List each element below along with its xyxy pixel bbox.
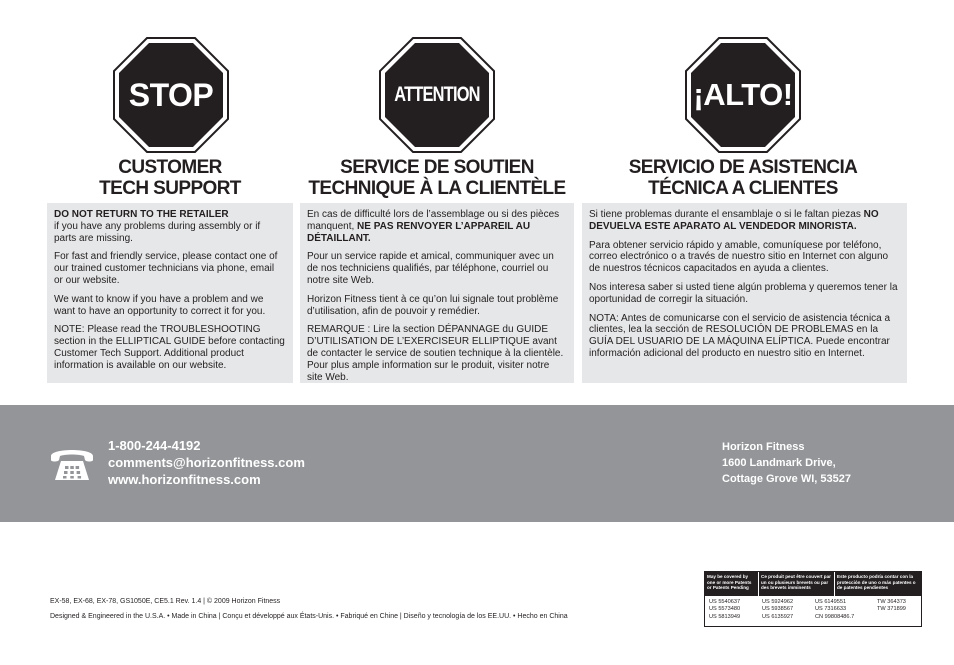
spanish-warning: NO DEVUELVA ESTE APARATO AL VENDEDOR MINORISTA.: [589, 209, 879, 232]
english-paragraph-1: [54, 209, 285, 244]
english-paragraph-1-text: if you have any problems during assembly or if parts are missing.: [54, 220, 261, 244]
patent-number: US 5813949: [709, 613, 741, 620]
spanish-paragraph-4: NOTA: Antes de comunicarse con el servicio de asistencia técnica a clientes, lea la sección de RESOLUCIÓN DE PROBLEMAS en la GUÍA DEL USUARIO DE LA MÁQUINA ELÍPTICA. Puede encontrar información adicional del producto en nuestro sitio en Internet.: [589, 312, 891, 359]
french-paragraph-3: Horizon Fitness tient à ce qu’on lui signale tout problème d’utilisation, afin de pouvoir y remédier.: [307, 293, 559, 317]
french-paragraph-4: REMARQUE : Lire la section DÉPANNAGE du GUIDE D’UTILISATION DE L’EXERCISEUR ELLIPTIQUE avant de contacter le service de soutien technique à la clientèle. Pour plus ample information sur le produit, visiter notre site Web.: [307, 324, 564, 383]
english-paragraph-2: For fast and friendly service, please contact one of our trained customer technicians via phone, email or our website.: [54, 251, 278, 286]
stop-sign-icon: [113, 37, 229, 153]
french-paragraph-1: [307, 209, 566, 244]
panel-french: [300, 203, 574, 383]
panel-spanish: [582, 203, 907, 383]
heading-english-line2: TECH SUPPORT: [99, 178, 241, 199]
patent-column-1: [709, 599, 762, 621]
patent-header-spanish: Este producto podría contar con la protección de uno o más patentes o de patentes pendientes: [837, 574, 916, 591]
french-paragraph-1-text: En cas de difficulté lors de l’assemblage ou si des pièces manquent,: [307, 209, 560, 232]
alto-sign-text: ¡ALTO!: [693, 77, 793, 112]
spanish-paragraph-1: [589, 209, 899, 233]
patent-number: US 5924962: [762, 599, 794, 605]
spanish-paragraph-3: Nos interesa saber si usted tiene algún problema y queremos tener la oportunidad de corregir la situación.: [589, 281, 898, 305]
footer-models: EX-58, EX-68, EX-78, GS1050E, CE5.1 Rev. 1.4 | © 2009 Horizon Fitness: [50, 598, 281, 605]
patent-number: TW 371899: [877, 606, 906, 613]
company-name: Horizon Fitness: [722, 441, 805, 453]
company-address: [722, 439, 851, 487]
footer-made-in: Designed & Engineered in the U.S.A. • Made in China | Conçu et développé aux États-Unis. • Fabriqué en Chine | Diseño y tecnología de los EE.UU. • Hecho en China: [50, 613, 568, 620]
patent-number: US 5540637: [709, 599, 741, 605]
patent-list: [705, 596, 921, 621]
email-link[interactable]: comments@horizonfitness.com: [108, 455, 305, 470]
patent-column-3: [815, 599, 877, 621]
panel-english: [47, 203, 293, 383]
telephone-icon: [49, 444, 95, 482]
alto-sign-icon: [685, 37, 801, 153]
english-warning: DO NOT RETURN TO THE RETAILER: [54, 209, 229, 220]
french-warning: NE PAS RENVOYER L’APPAREIL AU DÉTAILLANT.: [307, 220, 531, 244]
heading-french-line1: SERVICE DE SOUTIEN: [340, 157, 534, 178]
heading-french: [290, 157, 584, 199]
heading-spanish: [600, 157, 886, 199]
french-paragraph-2: Pour un service rapide et amical, communiquer avec un de nos techniciens qualifiés, par téléphone, courriel ou notre site Web.: [307, 251, 554, 286]
heading-french-line2: TECHNIQUE À LA CLIENTÈLE: [308, 178, 566, 199]
english-paragraph-3: We want to know if you have a problem and we want to have an opportunity to correct it for you.: [54, 293, 266, 317]
patent-number: US 6149551: [815, 599, 847, 605]
patent-column-2: [762, 599, 815, 621]
phone-number[interactable]: 1-800-244-4192: [108, 438, 201, 453]
stop-sign-text: STOP: [128, 76, 214, 113]
heading-spanish-line1: SERVICIO DE ASISTENCIA: [628, 157, 858, 178]
patent-number: TW 364373: [877, 599, 906, 605]
patent-column-4: [877, 599, 917, 621]
patent-number: US 6135927: [762, 613, 794, 620]
patent-box: [704, 571, 922, 627]
address-street: 1600 Landmark Drive,: [722, 457, 836, 469]
patent-header: [705, 572, 921, 596]
attention-sign-text: ATTENTION: [394, 83, 480, 106]
english-paragraph-4: NOTE: Please read the TROUBLESHOOTING section in the ELLIPTICAL GUIDE before contacting Customer Tech Support. Additional product information is available on our website.: [54, 324, 285, 371]
contact-info: [108, 437, 305, 488]
patent-number: US 7316633: [815, 606, 847, 613]
patent-number: US 5573480: [709, 606, 741, 613]
heading-english-line1: CUSTOMER: [118, 157, 222, 178]
address-city: Cottage Grove WI, 53527: [722, 473, 851, 485]
patent-header-english: May be covered by one or more Patents or Patents Pending: [705, 572, 759, 596]
patent-header-french: Ce produit peut être couvert par un ou plusieurs brevets ou par des brevets imminents: [759, 572, 835, 596]
heading-english: [60, 157, 280, 199]
patent-number: US 5938567: [762, 606, 794, 613]
spanish-paragraph-2: Para obtener servicio rápido y amable, comuníquese por teléfono, correo electrónico o a través de nuestro sitio en Internet con alguno de nuestros técnicos capacitados en ayuda a clientes.: [589, 239, 889, 275]
patent-number: CN 99808486.7: [815, 613, 855, 620]
spanish-paragraph-1-text: Si tiene problemas durante el ensamblaje o si le faltan piezas: [589, 209, 861, 220]
heading-spanish-line2: TÉCNICA A CLIENTES: [648, 178, 838, 199]
website-link[interactable]: www.horizonfitness.com: [108, 472, 261, 487]
attention-sign-icon: [379, 37, 495, 153]
